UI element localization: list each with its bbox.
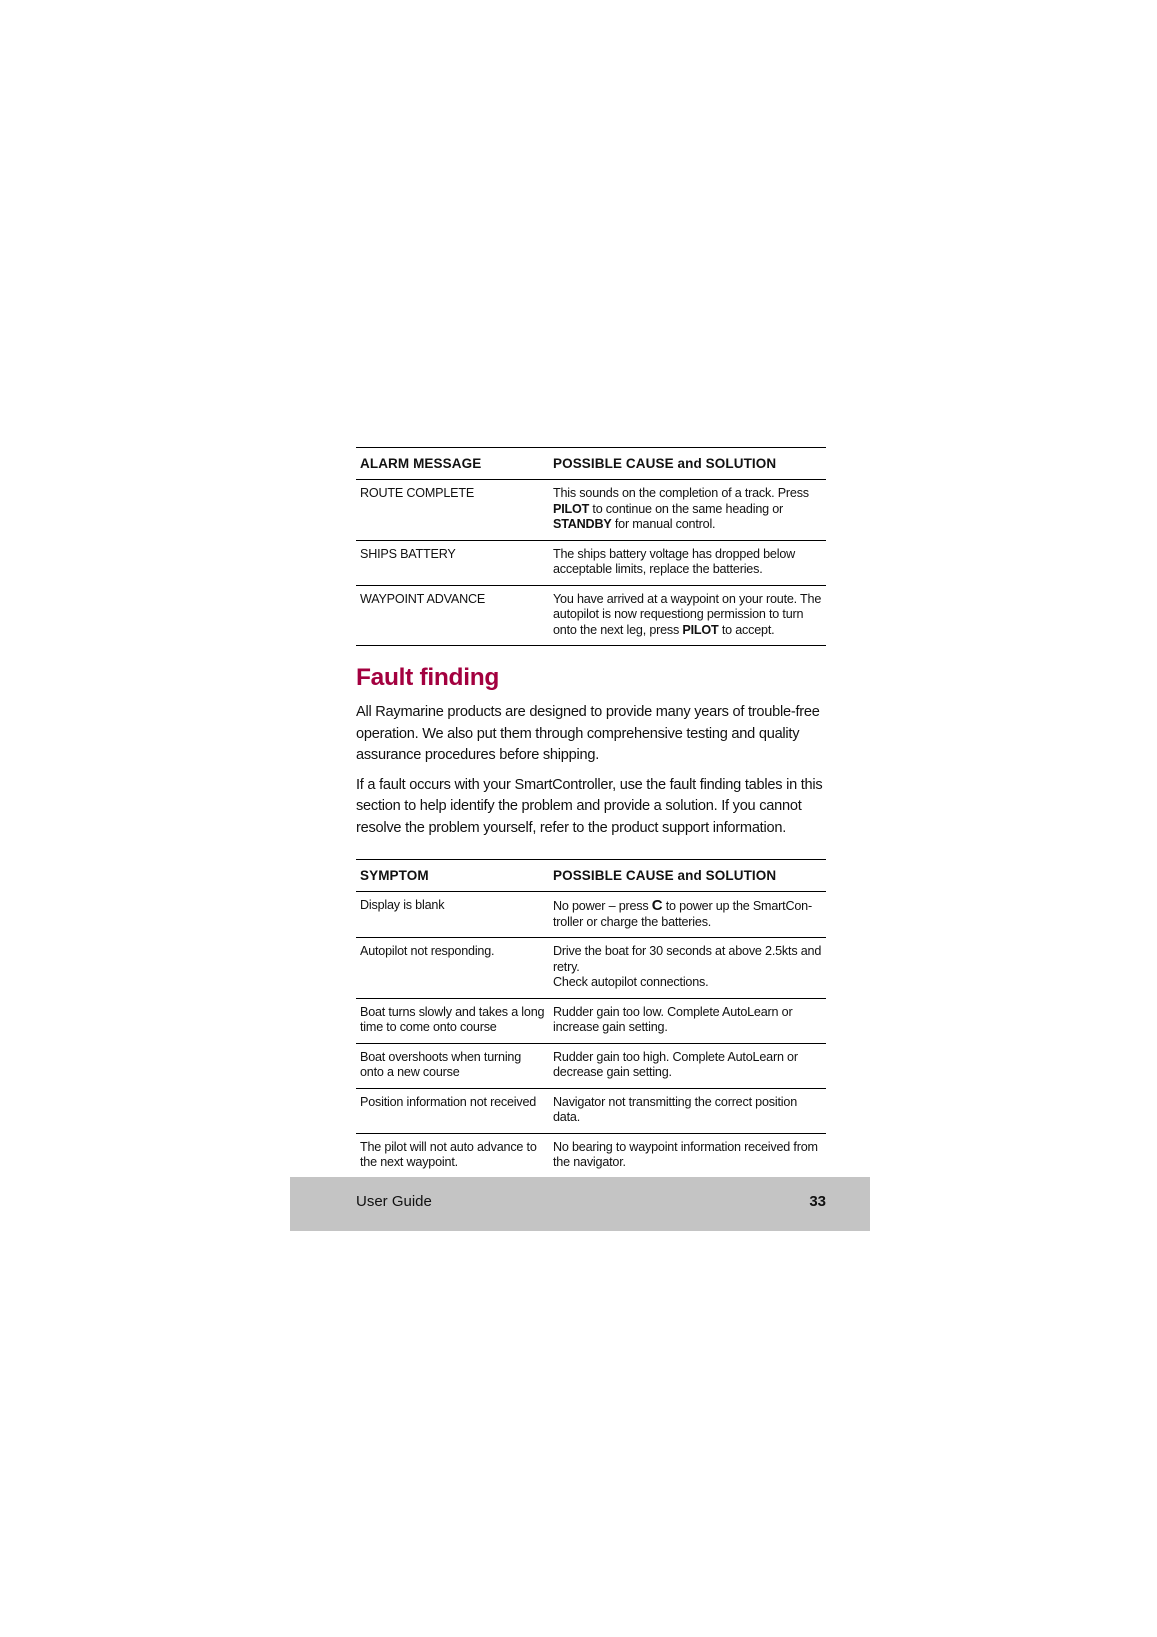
- symptom: Display is blank: [356, 892, 549, 938]
- section-heading: Fault finding: [356, 664, 500, 691]
- fault-table: [356, 859, 826, 1179]
- table-row: [356, 1043, 826, 1088]
- fault-solution: Rudder gain too low. Complete AutoLearn or increase gain setting.: [549, 998, 826, 1043]
- solution-text: This sounds on the completion of a track. Press: [553, 486, 809, 500]
- intro-paragraph: All Raymarine products are designed to provide many years of trouble-free operation. We also put them through comprehensive testing and quality assurance procedures before shipping.: [356, 704, 820, 763]
- fault-solution: Navigator not transmitting the correct position data.: [549, 1088, 826, 1133]
- table-row: [356, 892, 826, 938]
- table-row: [356, 585, 826, 646]
- table-row: [356, 1133, 826, 1178]
- alarm-solution: [549, 540, 826, 585]
- page-footer: [290, 1177, 870, 1231]
- symptom: Boat overshoots when turning onto a new course: [356, 1043, 549, 1088]
- fault-solution: [549, 892, 826, 938]
- alarm-solution: [549, 480, 826, 541]
- alarm-solution: [549, 585, 826, 646]
- table-row: [356, 540, 826, 585]
- solution-text: The ships battery voltage has dropped below acceptable limits, replace the batteries.: [553, 546, 796, 576]
- solution-text: No power – press: [553, 899, 652, 913]
- standby-key: STANDBY: [553, 517, 612, 531]
- alarm-message: ROUTE COMPLETE: [356, 480, 549, 541]
- solution-text: You have arrived at a waypoint on your route. The autopilot is now requestiong permission to turn onto the next leg, press: [553, 591, 822, 637]
- solution-text: to accept.: [718, 622, 775, 637]
- table-row: [356, 938, 826, 999]
- symptom: Autopilot not responding.: [356, 938, 549, 999]
- page-content: [356, 447, 826, 1179]
- page-number: 33: [809, 1193, 826, 1210]
- alarm-cause-header: POSSIBLE CAUSE and SOLUTION: [549, 448, 826, 480]
- symptom: The pilot will not auto advance to the next waypoint.: [356, 1133, 549, 1178]
- solution-text: to power up the SmartCon-troller or charge the batteries.: [553, 899, 812, 929]
- pilot-key: PILOT: [553, 501, 590, 516]
- symptom: Position information not received: [356, 1088, 549, 1133]
- table-row: [356, 480, 826, 541]
- table-row: [356, 1088, 826, 1133]
- symptom-header: SYMPTOM: [356, 860, 549, 892]
- solution-text: for manual control.: [611, 517, 716, 531]
- fault-solution: No bearing to waypoint information received from the navigator.: [549, 1133, 826, 1178]
- pilot-key: PILOT: [682, 622, 719, 637]
- footer-label: User Guide: [356, 1193, 432, 1210]
- c-key: C: [651, 897, 663, 914]
- alarm-table-header: [356, 448, 826, 480]
- fault-solution: [549, 938, 826, 999]
- solution-text: Drive the boat for 30 seconds at above 2.5kts and retry.: [553, 944, 822, 974]
- symptom: Boat turns slowly and takes a long time to come onto course: [356, 998, 549, 1043]
- fault-paragraph: If a fault occurs with your SmartController, use the fault finding tables in this section to help identify the problem and provide a solution. If you cannot resolve the problem yourself, refer to the product support information.: [356, 776, 823, 836]
- fault-table-header: [356, 860, 826, 892]
- solution-text: to continue on the same heading or: [589, 501, 784, 516]
- fault-cause-header: POSSIBLE CAUSE and SOLUTION: [549, 860, 826, 892]
- alarm-table: [356, 447, 826, 646]
- solution-text: Check autopilot connections.: [553, 975, 709, 989]
- alarm-message-header: ALARM MESSAGE: [356, 448, 549, 480]
- alarm-message: SHIPS BATTERY: [356, 540, 549, 585]
- table-row: [356, 998, 826, 1043]
- alarm-message: WAYPOINT ADVANCE: [356, 585, 549, 646]
- fault-solution: Rudder gain too high. Complete AutoLearn or decrease gain setting.: [549, 1043, 826, 1088]
